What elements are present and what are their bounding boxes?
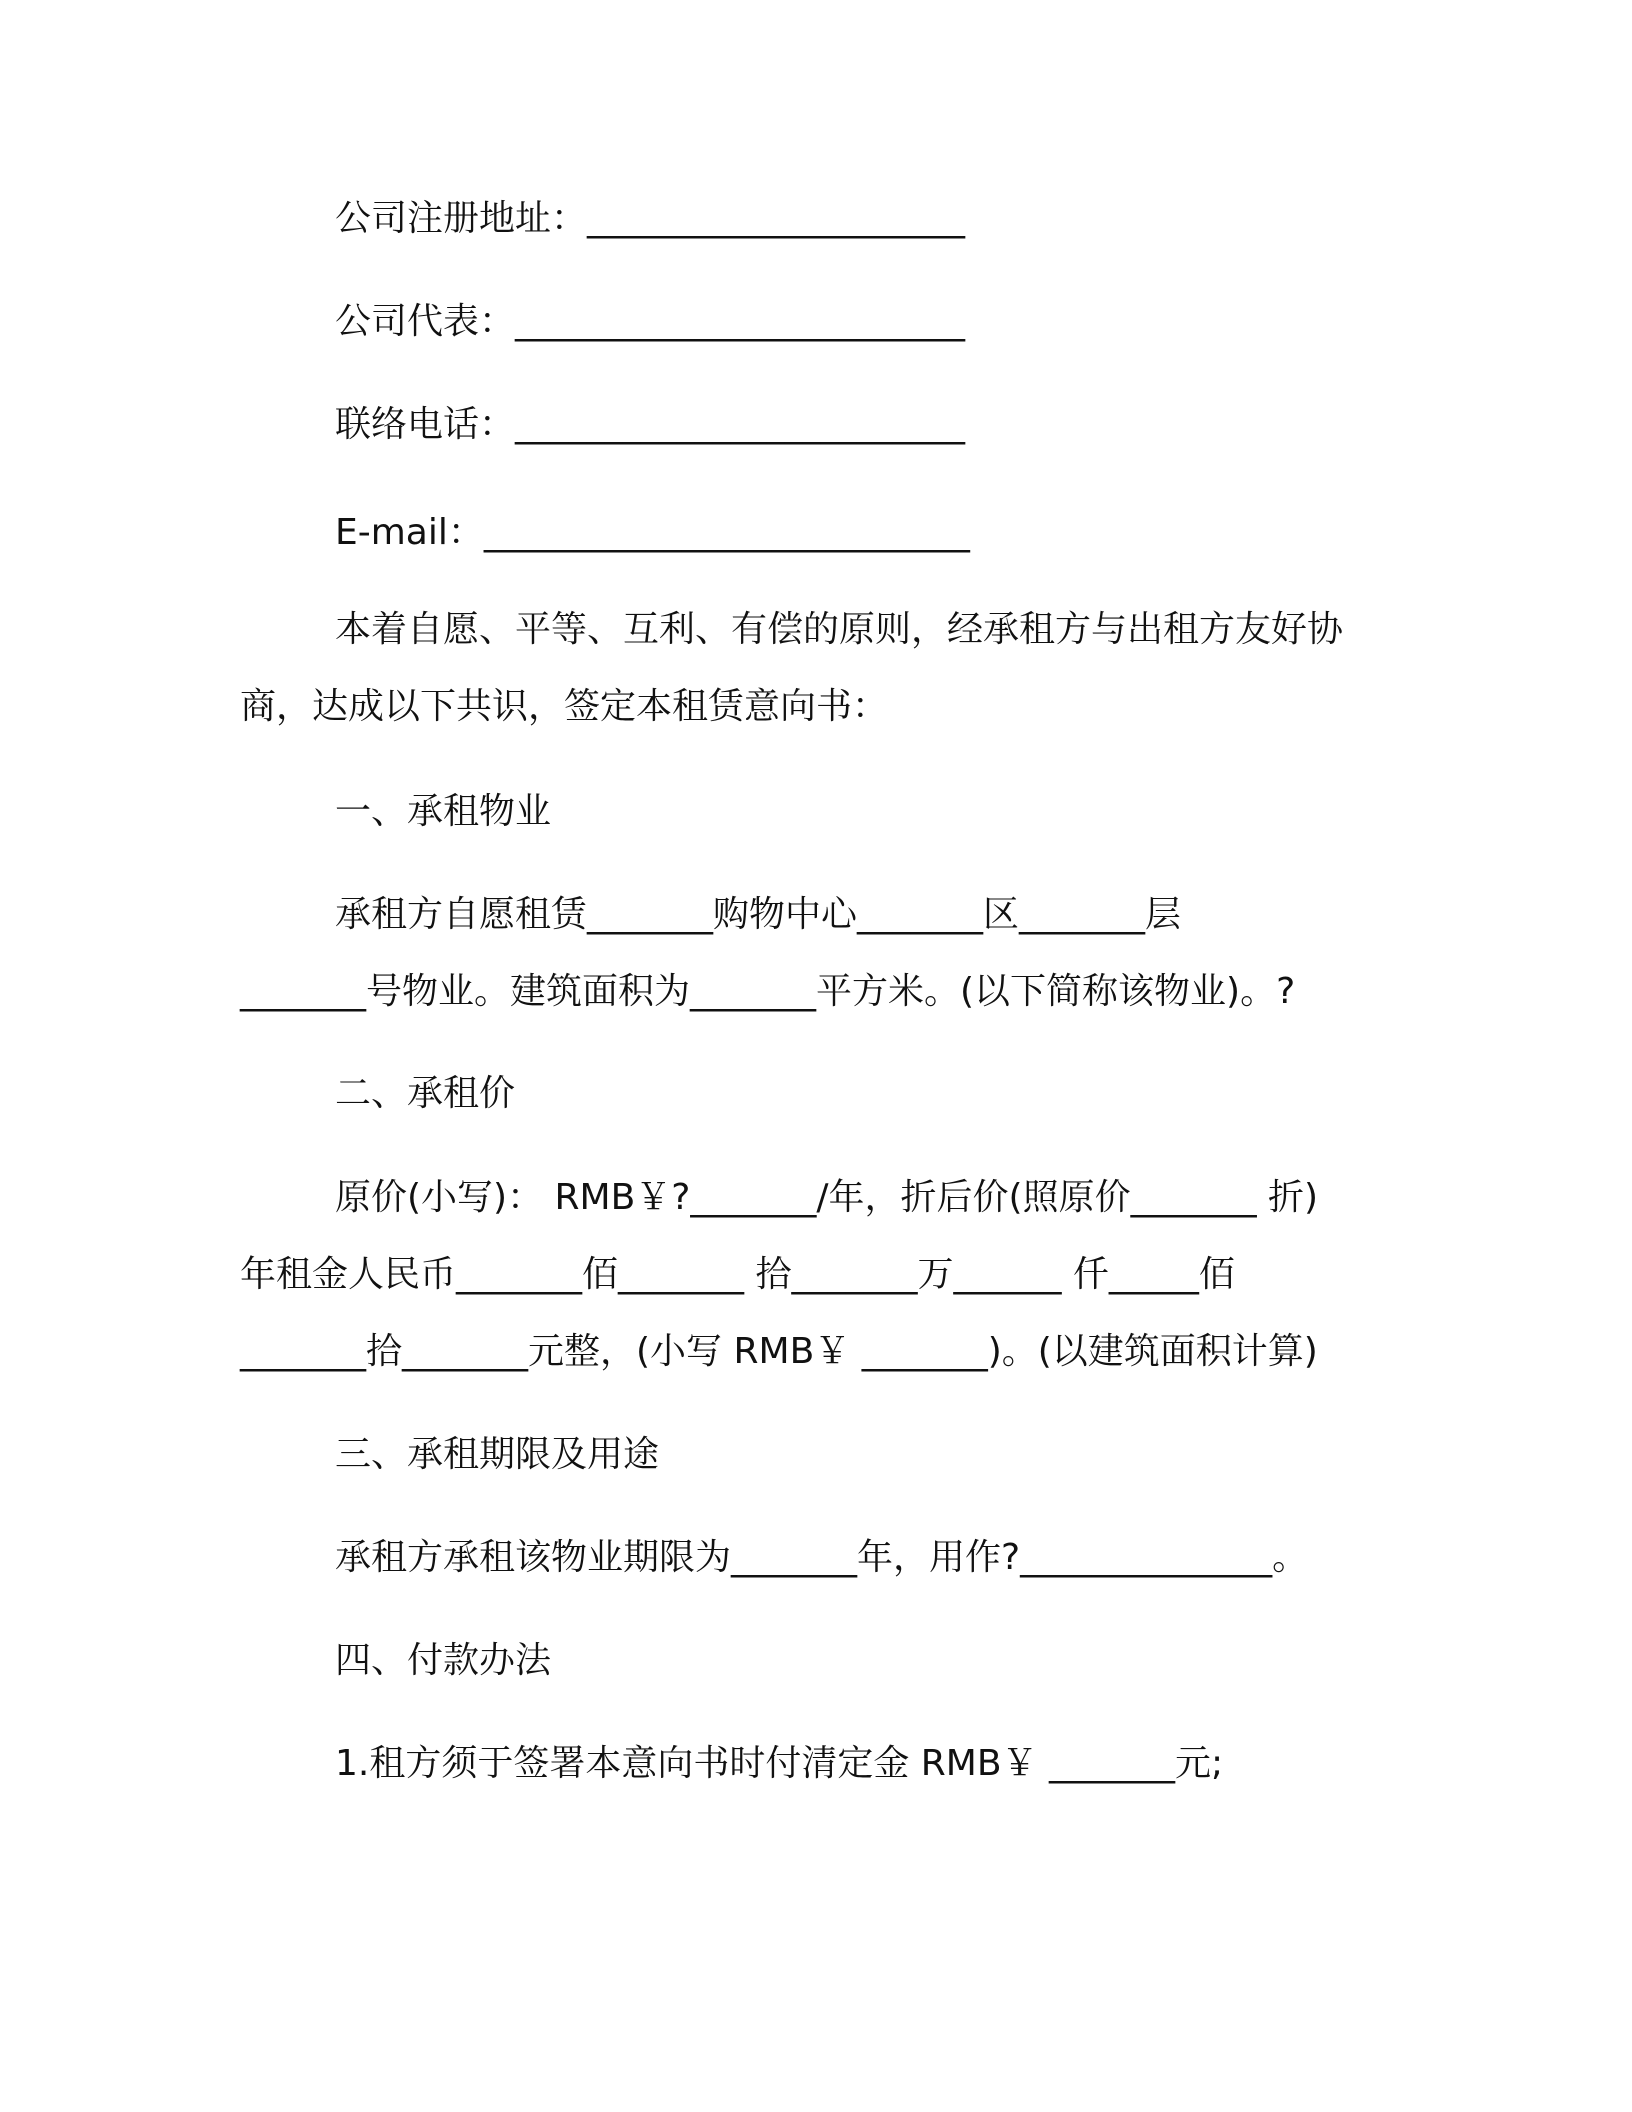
- contact-phone-line: 联络电话：_________________________: [335, 404, 966, 445]
- section-1-heading: 一、承租物业: [335, 791, 552, 832]
- email-line: E-mail：___________________________: [335, 512, 970, 553]
- term-usage-line: 承租方承租该物业期限为_______年，用作?______________。: [335, 1537, 1309, 1578]
- intro-paragraph-line-1: 本着自愿、平等、互利、有偿的原则，经承租方与出租方友好协: [335, 609, 1344, 650]
- company-representative-line: 公司代表：_________________________: [335, 301, 966, 342]
- price-line-1: 原价(小写)： RMB￥?_______/年，折后价(照原价_______ 折): [335, 1177, 1319, 1218]
- section-2-heading: 二、承租价: [335, 1073, 516, 1114]
- price-line-3: _______拾_______元整，(小写 RMB￥ _______)。(以建筑面积计算): [240, 1331, 1318, 1372]
- price-line-2: 年租金人民币_______佰_______ 拾_______万______ 仟_____佰: [240, 1254, 1235, 1295]
- intro-paragraph-line-2: 商，达成以下共识，签定本租赁意向书：: [240, 686, 889, 727]
- company-address-line: 公司注册地址：_____________________: [335, 198, 966, 239]
- property-line-2: _______号物业。建筑面积为_______平方米。(以下简称该物业)。?: [240, 971, 1296, 1012]
- section-4-heading: 四、付款办法: [335, 1640, 552, 1681]
- property-line-1: 承租方自愿租赁_______购物中心_______区_______层: [335, 894, 1182, 935]
- payment-line-1: 1.租方须于签署本意向书时付清定金 RMB￥ _______元;: [335, 1743, 1224, 1784]
- section-3-heading: 三、承租期限及用途: [335, 1434, 660, 1475]
